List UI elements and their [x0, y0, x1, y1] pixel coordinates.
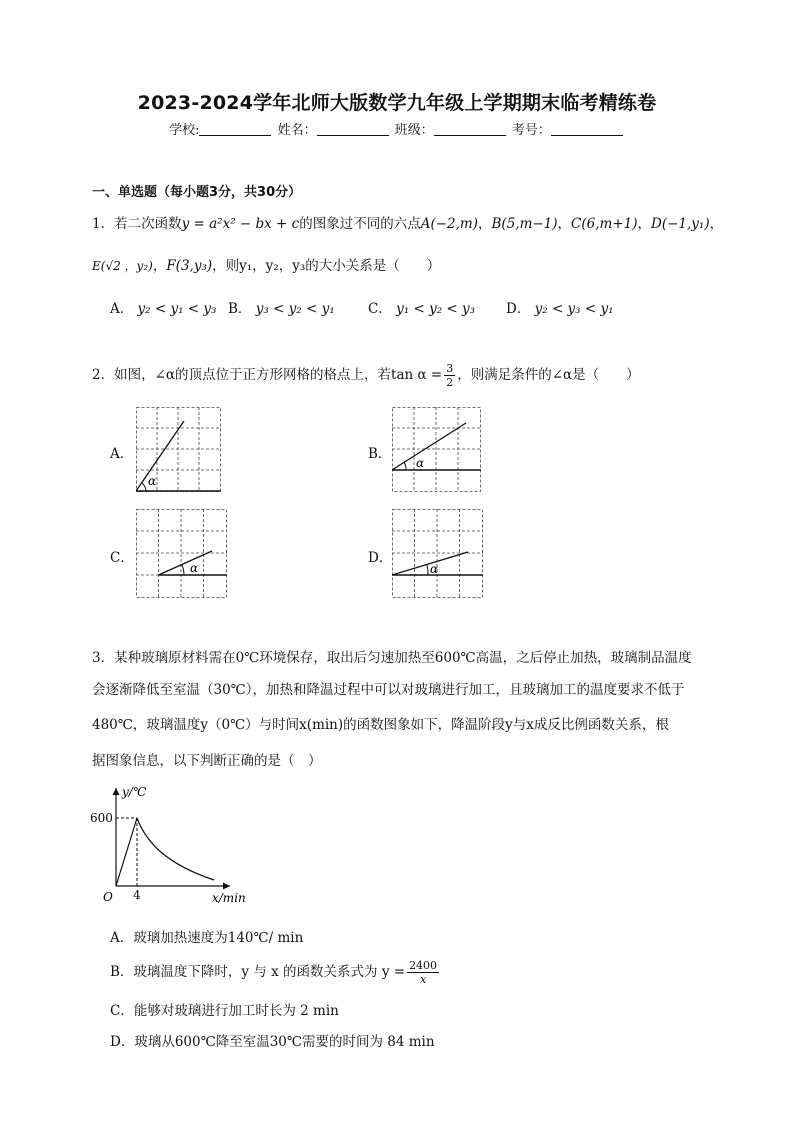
class-label: 班级：: [394, 123, 434, 138]
alpha-b: α: [416, 456, 425, 470]
q3-line3: 480℃，玻璃温度y（0℃）与时间x(min)的函数图象如下，降温阶段y与x成反比例函数关系，根: [92, 717, 669, 733]
school-blank[interactable]: [199, 121, 271, 136]
q2-figure-d[interactable]: [392, 509, 484, 599]
q3-line4: 据图象信息，以下判断正确的是（ ）: [92, 753, 322, 769]
q3-option-c[interactable]: C．能够对玻璃进行加工时长为 2 min: [110, 1003, 339, 1019]
alpha-c: α: [190, 561, 199, 575]
school-label: 学校:: [169, 123, 200, 138]
origin-label: O: [103, 890, 113, 904]
q2-figure-b[interactable]: [392, 407, 482, 493]
q1-option-d[interactable]: D． y₂ < y₃ < y₁: [506, 301, 614, 317]
name-blank[interactable]: [317, 121, 389, 136]
student-info-line: [0, 119, 794, 138]
y-axis-label: y/℃: [122, 785, 147, 799]
page-title: 2023-2024学年北师大版数学九年级上学期期末临考精练卷: [137, 92, 657, 114]
q1-function: y = a²x² − bx + c: [181, 216, 300, 232]
q2-option-b-label[interactable]: B．: [368, 446, 392, 462]
q2-stem: 2．如图，∠α的顶点位于正方形网格的格点上，若tan α = $\frac{3}{2}$ ，则满足条件的∠α是（ ）: [92, 362, 640, 389]
exam-no-blank[interactable]: [551, 121, 623, 136]
q2-option-c-label[interactable]: C．: [110, 550, 134, 566]
alpha-a: α: [148, 474, 157, 488]
q2-fraction: $\frac{3}{2}$: [446, 362, 454, 389]
q3-b-fraction: $\frac{2400}{x}$: [409, 959, 438, 986]
q2-figure-c[interactable]: [136, 509, 228, 599]
q1-option-c[interactable]: C． y₁ < y₂ < y₃: [368, 301, 476, 317]
q2-option-a-label[interactable]: A．: [110, 446, 134, 462]
q1-line1: 1．若二次函数y = a²x² − bx + c的图象过不同的六点A(−2,m)，B(5,m−1)，C(6,m+1)，D(−1,y₁)，: [92, 216, 724, 232]
alpha-d: α: [430, 562, 439, 576]
q3-line1: 3．某种玻璃原材料需在0℃环境保存，取出后匀速加热至600℃高温，之后停止加热，玻璃制品温度: [92, 650, 692, 666]
q1-option-b[interactable]: B． y₃ < y₂ < y₁: [228, 301, 335, 317]
q3-option-d[interactable]: D．玻璃从600℃降至室温30℃需要的时间为 84 min: [110, 1034, 435, 1050]
x-axis-label: x/min: [212, 891, 246, 905]
heating-line: [116, 818, 137, 886]
q3-graph: [86, 780, 256, 908]
q2-figure-a[interactable]: [136, 407, 222, 493]
q1-line2: E(√2 ，y₂)，F(3,y₃)，则y₁，y₂，y₃的大小关系是（ ）: [92, 258, 441, 274]
y-tick-600: 600: [90, 811, 113, 825]
section-heading: 一、单选题（每小题3分，共30分）: [92, 185, 302, 200]
exam-no-label: 考号：: [511, 123, 551, 138]
q2-option-d-label[interactable]: D．: [368, 550, 393, 566]
q3-option-a[interactable]: A．玻璃加热速度为140℃/ min: [110, 930, 304, 946]
q3-line2: 会逐渐降低至室温（30℃），加热和降温过程中可以对玻璃进行加工，且玻璃加工的温度要求不低于: [92, 682, 685, 698]
q3-option-b[interactable]: B．玻璃温度下降时，y 与 x 的函数关系式为 y = $\frac{2400}{x}$: [110, 959, 438, 986]
class-blank[interactable]: [434, 121, 506, 136]
q1-option-a[interactable]: A． y₂ < y₁ < y₃: [110, 301, 217, 317]
name-label: 姓名：: [277, 123, 317, 138]
cooling-curve: [137, 818, 214, 880]
x-tick-4: 4: [133, 888, 141, 902]
